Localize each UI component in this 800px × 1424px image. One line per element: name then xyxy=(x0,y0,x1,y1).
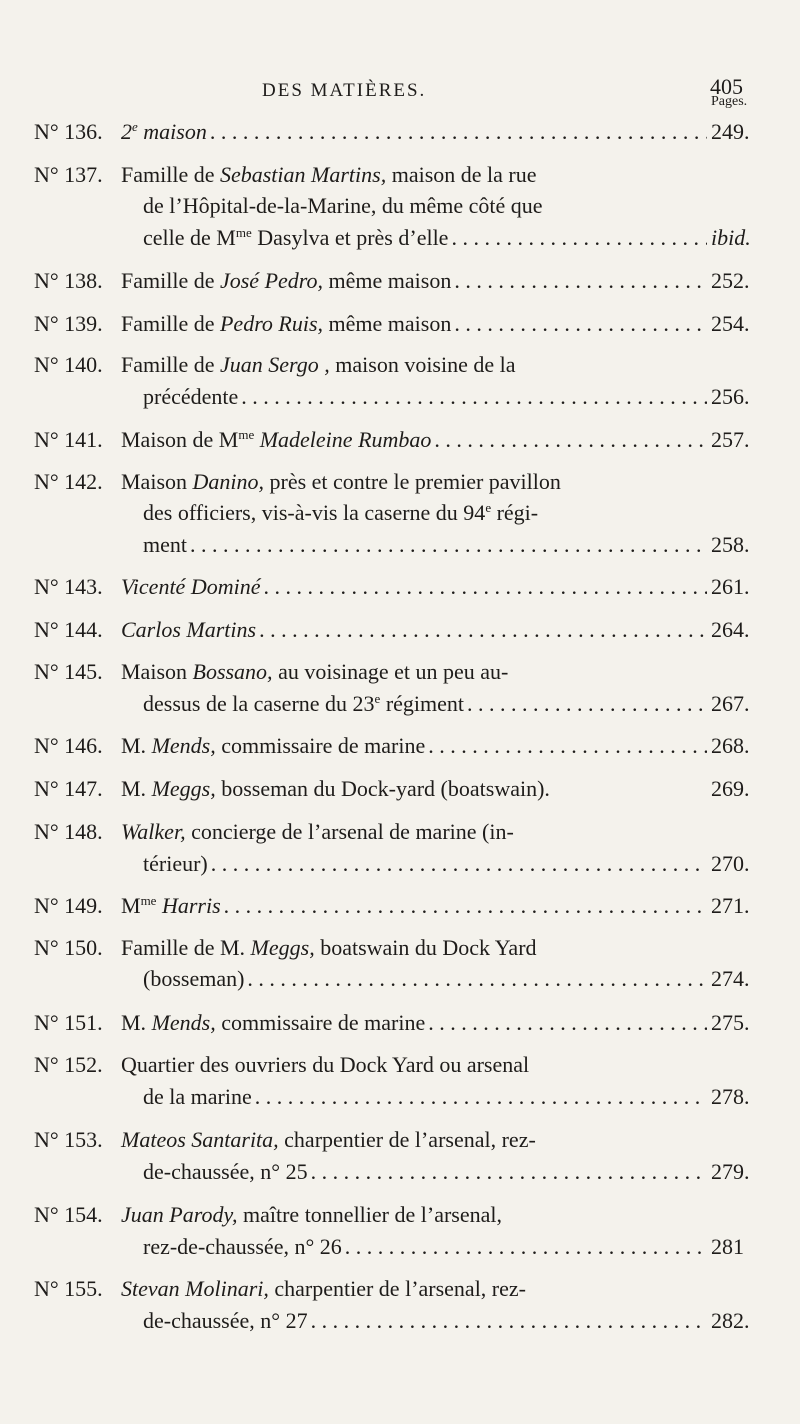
entry-line xyxy=(121,1156,711,1188)
entry-number: N° 138. xyxy=(34,268,103,293)
entry-page-number: 264. xyxy=(711,616,750,642)
leader-dots xyxy=(454,265,707,297)
toc-entry xyxy=(0,890,800,922)
entry-line-text: Famille de Sebastian Martins, maison de la rue xyxy=(121,161,537,187)
entry-line-text: Famille de Juan Sergo , maison voisine de la xyxy=(121,352,516,377)
toc-entry xyxy=(0,1007,800,1039)
entry-line xyxy=(121,159,711,191)
entry-number: N° 141. xyxy=(34,427,103,452)
entry-page-number: 274. xyxy=(711,966,750,991)
toc-entry xyxy=(0,1124,800,1187)
entry-line-text: Mateos Santarita, charpentier de l’arsenal, rez- xyxy=(121,1127,536,1152)
entry-line xyxy=(121,1081,711,1113)
leader-dots xyxy=(345,1231,707,1263)
entry-number: N° 139. xyxy=(34,310,103,336)
toc-entry xyxy=(0,816,800,879)
entry-line xyxy=(121,308,711,340)
entry-line xyxy=(121,1124,711,1156)
entry-text xyxy=(121,1124,711,1187)
entry-page-number: 275. xyxy=(711,1009,750,1035)
entry-line xyxy=(121,848,711,880)
leader-dots xyxy=(451,222,707,254)
entry-line-text: ment xyxy=(143,531,187,557)
entry-line xyxy=(121,222,711,254)
leader-dots xyxy=(241,381,707,413)
entry-page-number: ibid. xyxy=(711,224,751,250)
entry-page-number: 249. xyxy=(711,119,750,144)
leader-dots xyxy=(210,116,707,148)
entry-page-number: 257. xyxy=(711,427,750,452)
entry-line xyxy=(121,890,711,922)
entry-number: N° 148. xyxy=(34,819,103,844)
entry-line xyxy=(121,381,711,413)
toc-entry xyxy=(0,1049,800,1112)
toc-entry xyxy=(0,932,800,995)
leader-dots xyxy=(211,848,707,880)
entry-page-number: 270. xyxy=(711,850,750,876)
entry-line xyxy=(121,424,711,456)
entry-line-text: M. Meggs, bosseman du Dock-yard (boatswain). xyxy=(121,775,550,801)
table-of-contents xyxy=(0,110,800,1336)
entry-line-text: térieur) xyxy=(143,850,208,876)
entry-page-number: 256. xyxy=(711,383,750,409)
toc-entry xyxy=(0,571,800,603)
entry-number: N° 144. xyxy=(34,616,103,642)
entry-number: N° 145. xyxy=(34,659,103,684)
entry-page-number: 278. xyxy=(711,1083,750,1109)
entry-line-text: rez-de-chaussée, n° 26 xyxy=(143,1233,342,1259)
toc-entry xyxy=(0,308,800,340)
entry-line-text: Famille de Pedro Ruis, même maison xyxy=(121,310,452,336)
entry-line-text: Quartier des ouvriers du Dock Yard ou arsenal xyxy=(121,1052,530,1077)
entry-number: N° 154. xyxy=(34,1202,103,1227)
entry-number: N° 151. xyxy=(34,1009,103,1035)
toc-entry xyxy=(0,614,800,646)
entry-line xyxy=(121,1049,711,1081)
entry-line-text: Maison Bossano, au voisinage et un peu au- xyxy=(121,659,509,684)
entry-number: N° 136. xyxy=(34,119,103,144)
leader-dots xyxy=(454,308,707,340)
entry-line-text: de l’Hôpital-de-la-Marine, du même côté que xyxy=(143,193,543,218)
entry-line xyxy=(121,773,711,805)
entry-page-number: 281 xyxy=(711,1233,744,1259)
leader-dots xyxy=(190,529,707,561)
entry-text xyxy=(121,890,711,922)
entry-line-text: dessus de la caserne du 23e régiment xyxy=(143,690,465,716)
entry-line-text: Maison de $M^{me}$ Madeleine Rumbao xyxy=(121,427,432,452)
entry-line xyxy=(121,614,711,646)
entry-page-number: 269. xyxy=(711,775,750,801)
entry-line xyxy=(121,116,711,148)
entry-text xyxy=(121,614,711,646)
leader-dots xyxy=(311,1305,707,1337)
entry-text xyxy=(121,1049,711,1112)
page-number: 405 xyxy=(710,74,743,99)
toc-entry xyxy=(0,656,800,719)
entry-line xyxy=(121,932,711,964)
entry-text xyxy=(121,1273,711,1336)
entry-page-number: 282. xyxy=(711,1307,750,1333)
entry-text xyxy=(121,424,711,456)
entry-line xyxy=(121,963,711,995)
entry-text xyxy=(121,265,711,297)
entry-number: N° 146. xyxy=(34,733,103,758)
entry-line xyxy=(121,1273,711,1305)
entry-line-text: $M^{me}$ Harris xyxy=(121,893,221,918)
entry-line-text: 2e maison xyxy=(121,119,207,144)
entry-line-text: M. Mends, commissaire de marine xyxy=(121,1009,426,1035)
entry-number: N° 143. xyxy=(34,574,103,599)
entry-line xyxy=(121,265,711,297)
entry-number: N° 142. xyxy=(34,468,103,494)
entry-page-number: 261. xyxy=(711,574,750,599)
entry-number: N° 140. xyxy=(34,352,103,377)
entry-text xyxy=(121,656,711,719)
entry-line xyxy=(121,1007,711,1039)
toc-entry xyxy=(0,773,800,805)
toc-entry xyxy=(0,349,800,412)
entry-text xyxy=(121,816,711,879)
entry-line xyxy=(121,497,711,529)
entry-line-text: Vicenté Dominé xyxy=(121,574,261,599)
entry-text xyxy=(121,466,711,561)
entry-line-text: de-chaussée, n° 25 xyxy=(143,1158,308,1184)
entry-number: N° 150. xyxy=(34,934,103,960)
entry-line xyxy=(121,1199,711,1231)
entry-text xyxy=(121,1007,711,1039)
entry-line xyxy=(121,349,711,381)
running-header-title: DES MATIÈRES. xyxy=(262,80,427,101)
entry-line xyxy=(121,571,711,603)
entry-line xyxy=(121,190,711,222)
entry-text xyxy=(121,773,711,805)
entry-text xyxy=(121,349,711,412)
entry-line-text: Maison Danino, près et contre le premier pavillon xyxy=(121,468,561,494)
toc-entry xyxy=(0,730,800,762)
entry-line xyxy=(121,816,711,848)
entry-number: N° 152. xyxy=(34,1052,103,1077)
entry-number: N° 153. xyxy=(34,1127,103,1152)
entry-line-text: Stevan Molinari, charpentier de l’arsenal, rez- xyxy=(121,1276,526,1301)
toc-entry xyxy=(0,466,800,561)
leader-dots xyxy=(255,1081,707,1113)
pages-column-label: Pages. xyxy=(711,94,748,109)
entry-line xyxy=(121,1305,711,1337)
entry-number: N° 147. xyxy=(34,775,103,801)
entry-number: N° 155. xyxy=(34,1276,103,1301)
entry-page-number: 254. xyxy=(711,310,750,336)
entry-line xyxy=(121,529,711,561)
entry-line-text: Famille de José Pedro, même maison xyxy=(121,268,452,293)
entry-line-text: Walker, concierge de l’arsenal de marine (in- xyxy=(121,819,514,844)
entry-text xyxy=(121,571,711,603)
entry-page-number: 271. xyxy=(711,893,750,918)
entry-line xyxy=(121,688,711,720)
toc-entry xyxy=(0,1199,800,1262)
entry-line-text: Carlos Martins xyxy=(121,616,257,642)
leader-dots xyxy=(428,730,707,762)
entry-line-text: celle de $M^{me}$ Dasylva et près d’elle xyxy=(143,224,449,250)
entry-page-number: 252. xyxy=(711,268,750,293)
entry-number: N° 137. xyxy=(34,161,103,187)
entry-page-number: 267. xyxy=(711,690,750,716)
leader-dots xyxy=(311,1156,707,1188)
entry-line-text: précédente xyxy=(143,383,239,409)
toc-entry xyxy=(0,159,800,254)
toc-entry xyxy=(0,1273,800,1336)
entry-line xyxy=(121,1231,711,1263)
entry-text xyxy=(121,159,711,254)
entry-line xyxy=(121,730,711,762)
entry-text xyxy=(121,932,711,995)
toc-entry xyxy=(0,424,800,456)
leader-dots xyxy=(467,688,707,720)
leader-dots xyxy=(224,890,707,922)
toc-entry xyxy=(0,116,800,148)
entry-page-number: 279. xyxy=(711,1158,750,1184)
entry-line-text: Juan Parody, maître tonnellier de l’arsenal, xyxy=(121,1202,502,1227)
entry-line-text: de-chaussée, n° 27 xyxy=(143,1307,308,1333)
toc-entry xyxy=(0,265,800,297)
entry-line-text: M. Mends, commissaire de marine xyxy=(121,733,426,758)
leader-dots xyxy=(434,424,707,456)
entry-line-text: Famille de M. Meggs, boatswain du Dock Yard xyxy=(121,934,537,960)
leader-dots xyxy=(263,571,707,603)
entry-line-text: des officiers, vis-à-vis la caserne du 94e régi- xyxy=(143,500,539,525)
entry-page-number: 268. xyxy=(711,733,750,758)
entry-line-text: (bosseman) xyxy=(143,966,245,991)
leader-dots xyxy=(428,1007,707,1039)
entry-text xyxy=(121,730,711,762)
entry-text xyxy=(121,1199,711,1262)
entry-text xyxy=(121,116,711,148)
leader-dots xyxy=(259,614,707,646)
entry-line xyxy=(121,656,711,688)
entry-text xyxy=(121,308,711,340)
entry-number: N° 149. xyxy=(34,893,103,918)
entry-line xyxy=(121,466,711,498)
entry-page-number: 258. xyxy=(711,531,750,557)
entry-line-text: de la marine xyxy=(143,1083,252,1109)
leader-dots xyxy=(247,963,707,995)
